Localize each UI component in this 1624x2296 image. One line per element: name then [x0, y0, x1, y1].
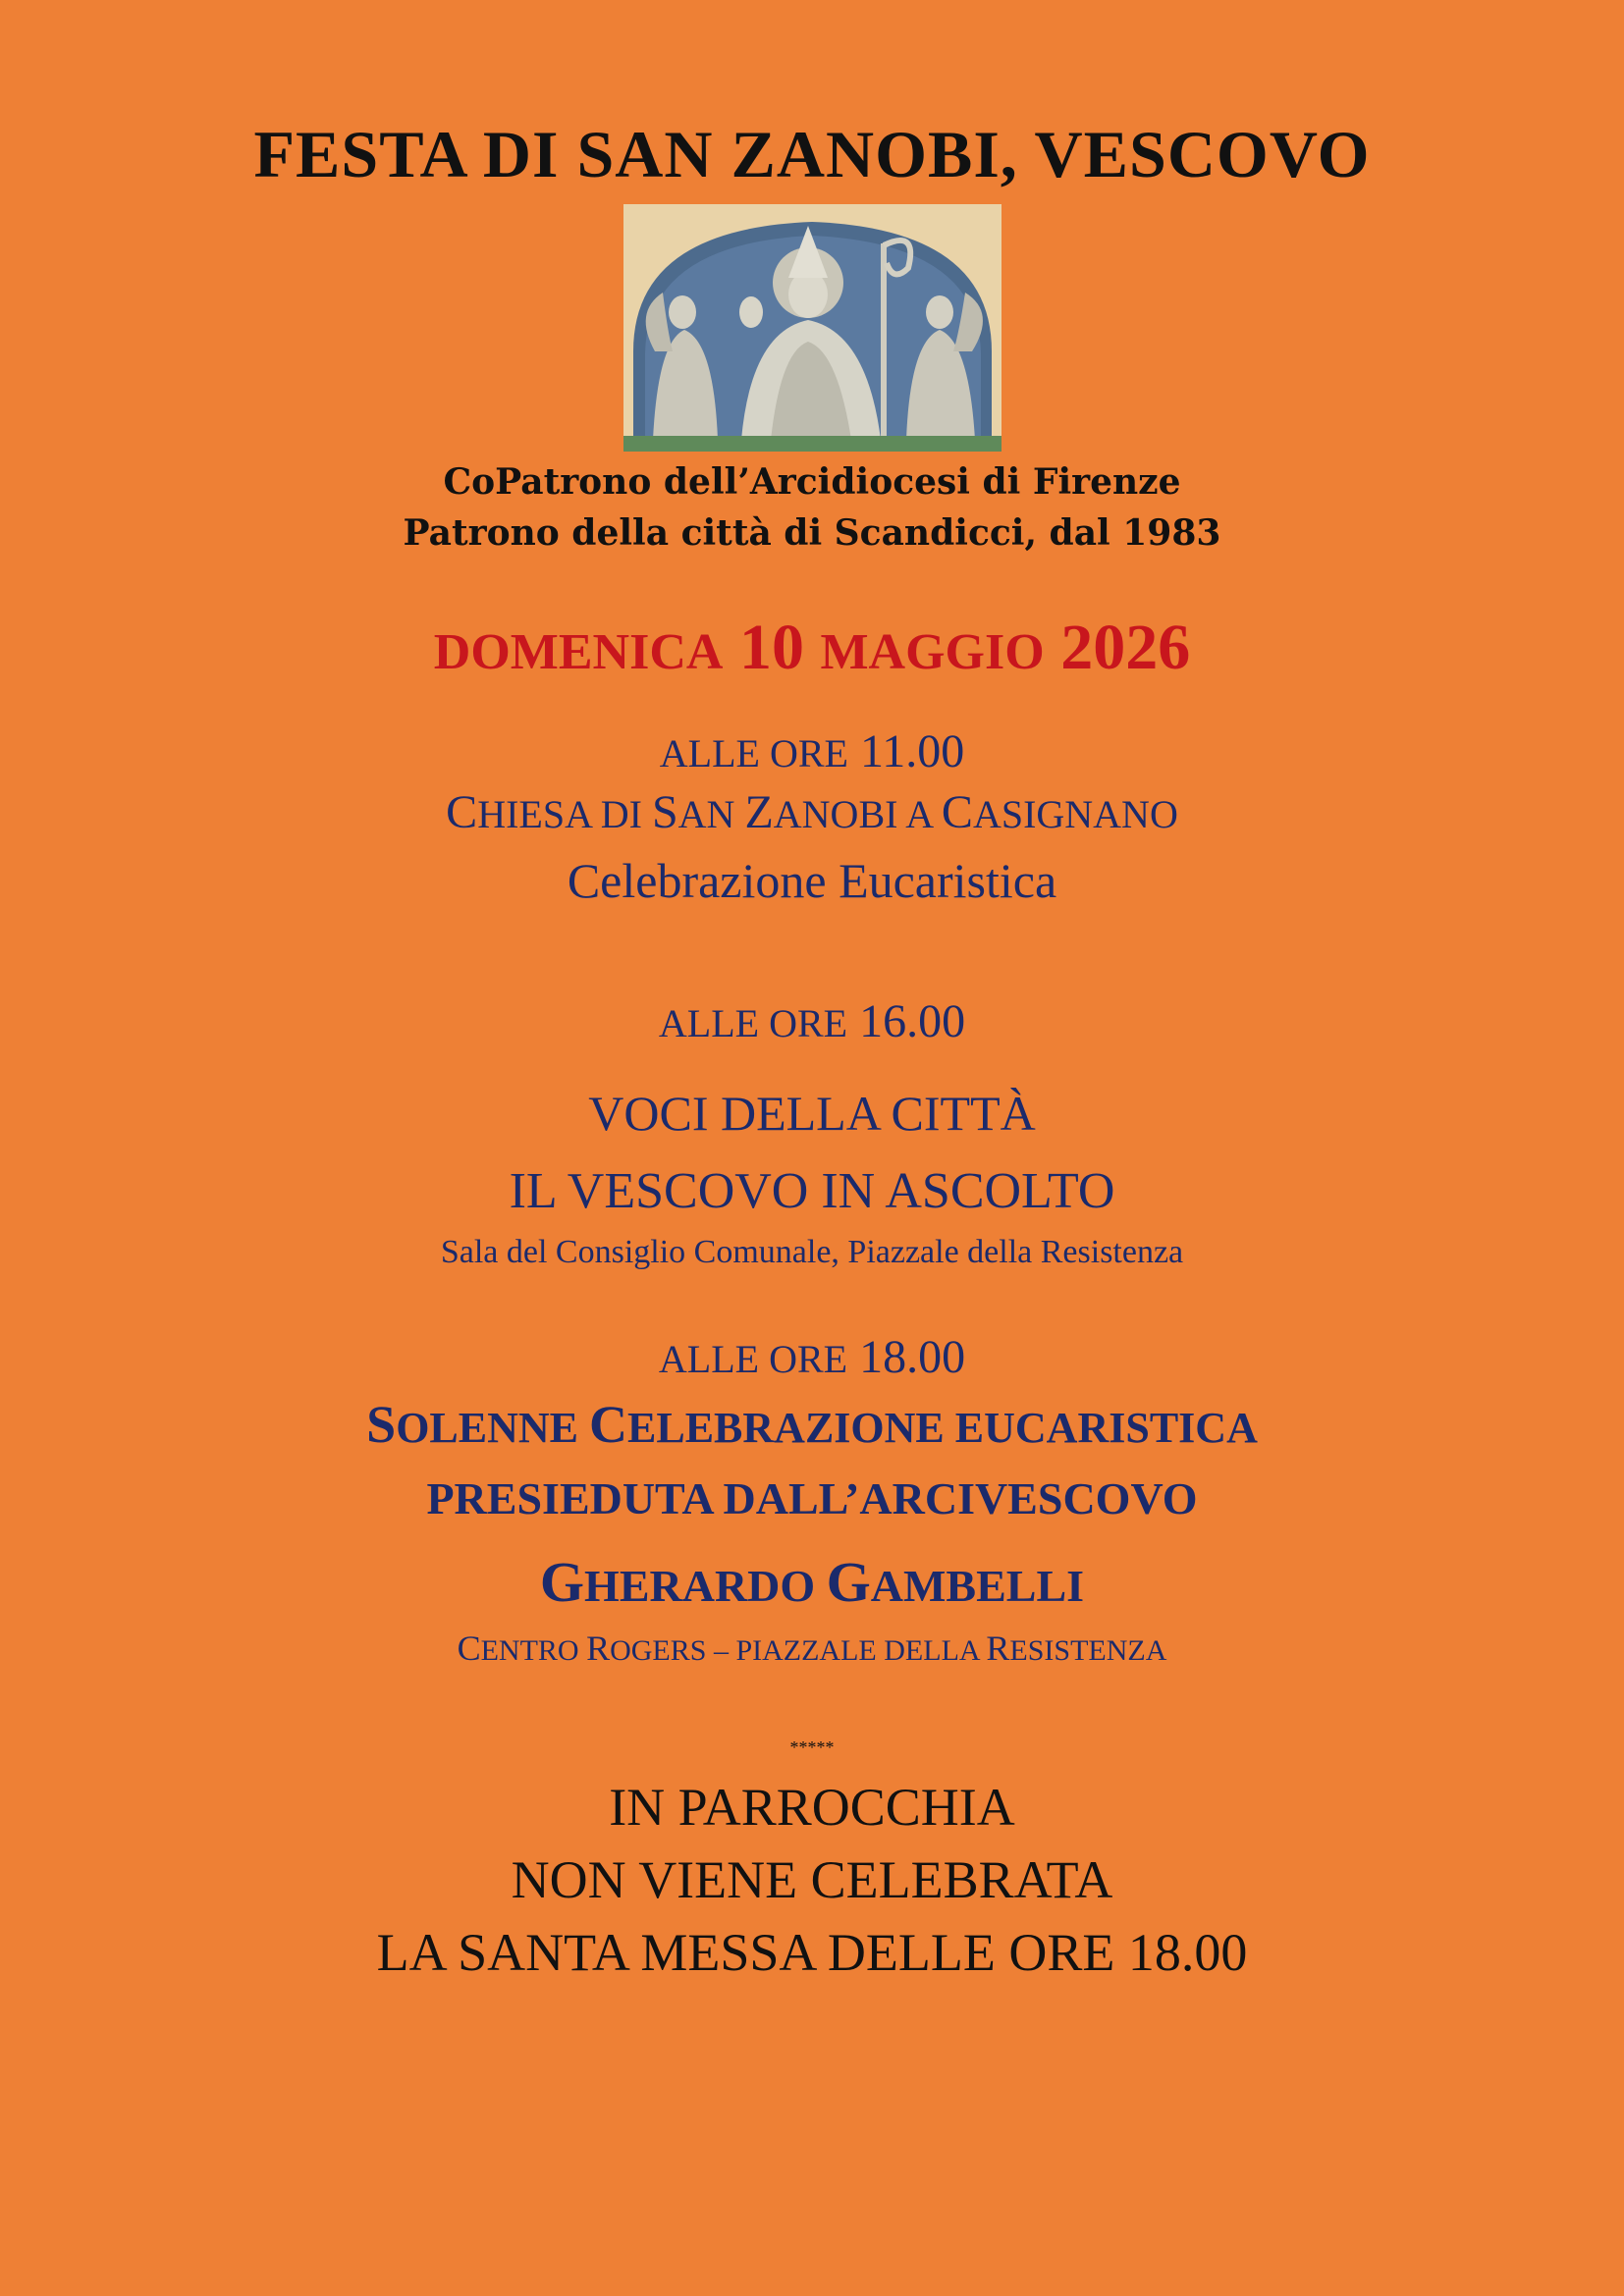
- event-2-time: [0, 994, 1624, 1048]
- event-3-title: SOLENNE CELEBRAZIONE EUCARISTICA: [366, 1395, 1258, 1454]
- event-1-place: CHIESA DI SAN ZANOBI A CASIGNANO: [446, 786, 1178, 838]
- event-3-celebrant: GHERARDO GAMBELLI: [539, 1550, 1085, 1614]
- date-month: MAGGIO: [820, 624, 1045, 680]
- event-2-place: Sala del Consiglio Comunale, Piazzale della Resistenza: [440, 1234, 1184, 1270]
- event-date: [0, 611, 1624, 685]
- time-value: 18.00: [859, 1331, 966, 1383]
- notice-line3: LA SANTA MESSA DELLE ORE 18.00: [376, 1923, 1248, 1982]
- time-prefix: ALLE ORE: [658, 1001, 848, 1045]
- page-title: FESTA DI SAN ZANOBI, VESCOVO: [253, 117, 1371, 191]
- event-1-description: Celebrazione Eucaristica: [567, 853, 1057, 908]
- time-prefix: ALLE ORE: [658, 1337, 848, 1381]
- event-2-title-line1: VOCI DELLA CITTÀ: [588, 1086, 1036, 1141]
- event-2-title-line2: IL VESCOVO IN ASCOLTO: [509, 1163, 1115, 1219]
- notice-line1: IN PARROCCHIA: [609, 1778, 1015, 1837]
- event-3-subtitle: PRESIEDUTA DALL’ARCIVESCOVO: [426, 1473, 1198, 1523]
- copatron-line: CoPatrono dell’Arcidiocesi di Firenze: [443, 461, 1181, 503]
- separator: *****: [789, 1737, 835, 1757]
- event-3-time: [0, 1330, 1624, 1384]
- date-weekday: DOMENICA: [433, 624, 724, 680]
- time-value: 11.00: [859, 725, 965, 777]
- notice-line2: NON VIENE CELEBRATA: [511, 1850, 1113, 1909]
- event-1-time: [0, 724, 1624, 778]
- time-value: 16.00: [859, 995, 966, 1047]
- event-3-place: CENTRO ROGERS – PIAZZALE DELLA RESISTENZA: [457, 1629, 1167, 1668]
- date-day: 10: [738, 612, 804, 683]
- time-prefix: ALLE ORE: [659, 731, 848, 775]
- patron-line: Patrono della città di Scandicci, dal 1983: [403, 512, 1221, 554]
- date-year: 2026: [1060, 612, 1191, 683]
- saint-relief-image: [623, 204, 1001, 452]
